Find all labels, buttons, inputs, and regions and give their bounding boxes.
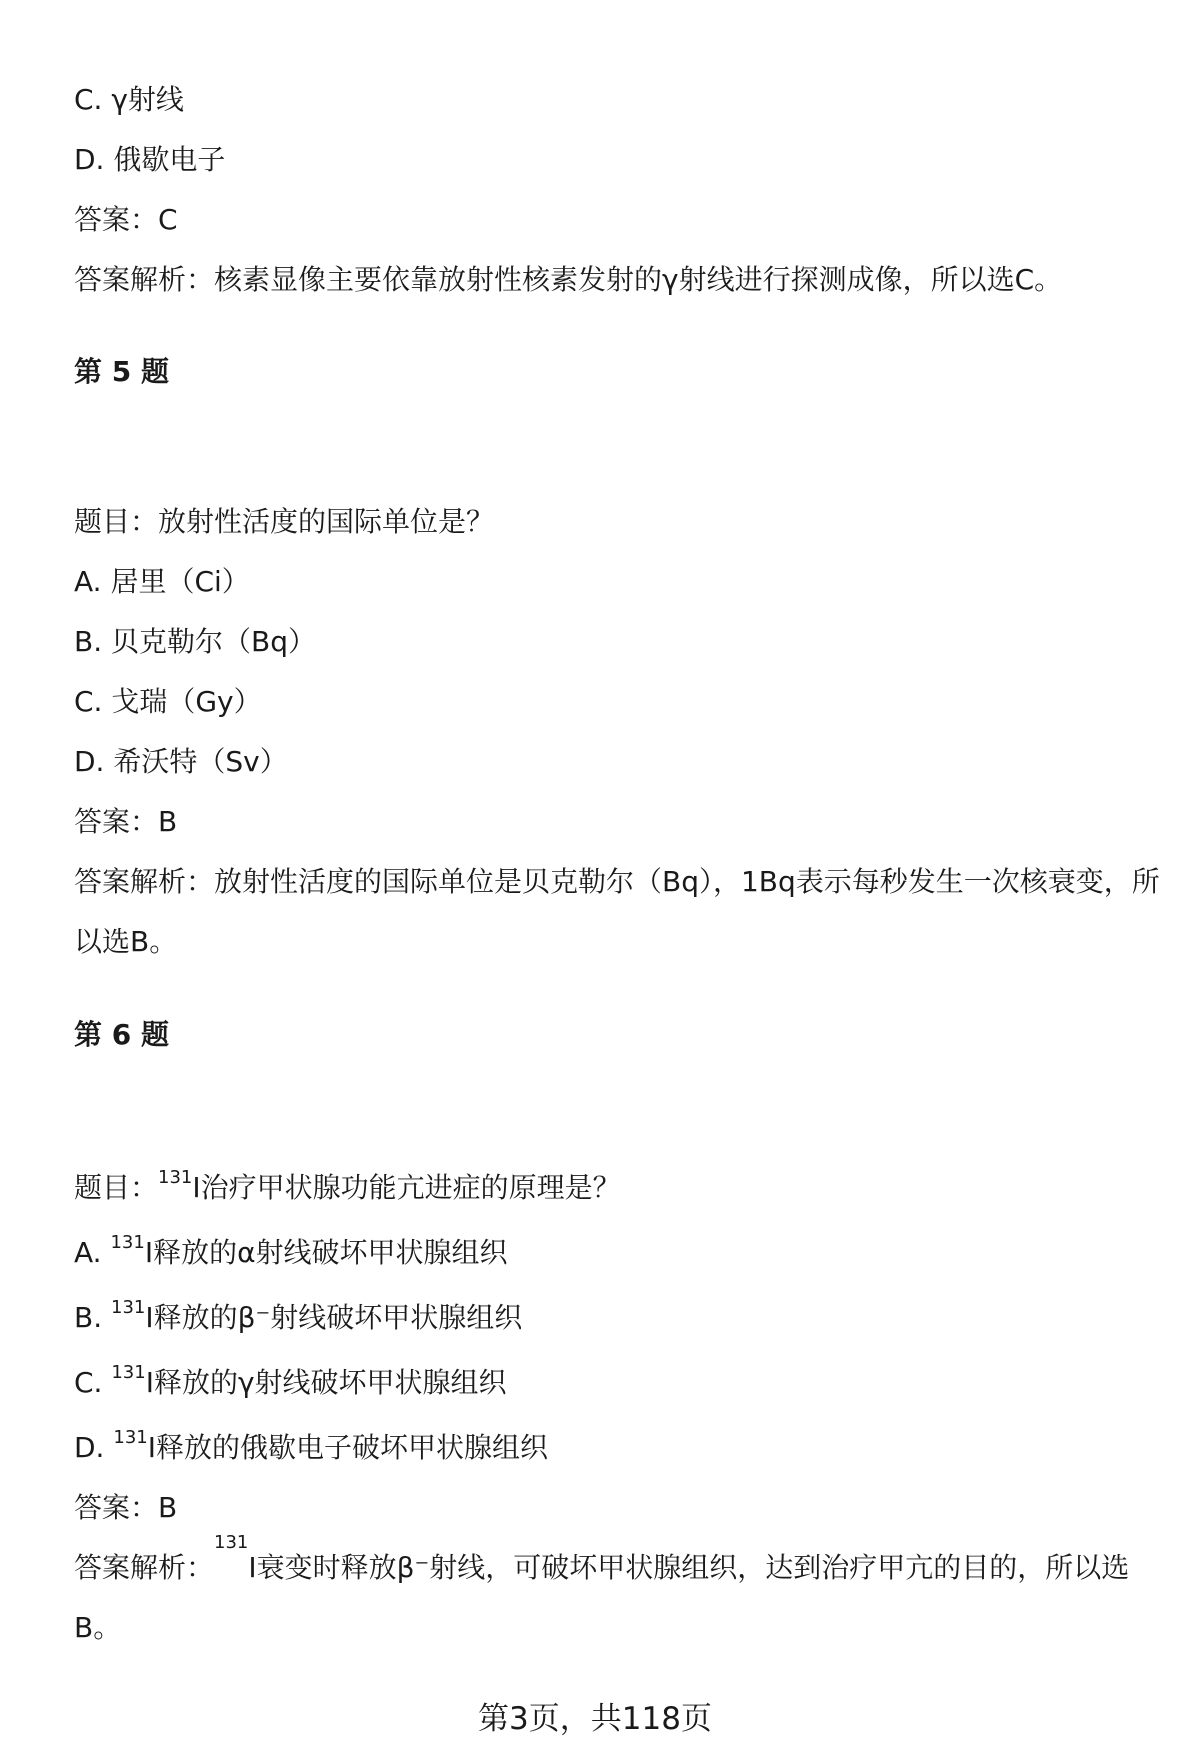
isotope-mass-number: 131 xyxy=(111,1297,146,1318)
q6-option-d-text: I释放的俄歇电子破坏甲状腺组织 xyxy=(147,1431,548,1464)
q6-option-c-text: I释放的γ射线破坏甲状腺组织 xyxy=(145,1366,507,1399)
q5-question: 题目：放射性活度的国际单位是？ xyxy=(74,505,495,538)
q6-heading: 第 6 题 xyxy=(74,1018,169,1051)
q6-question-text: I治疗甲状腺功能亢进症的原理是？ xyxy=(192,1171,621,1204)
q6-option-c xyxy=(74,1362,1160,1399)
q5-explanation: 答案解析：放射性活度的国际单位是贝克勒尔（Bq），1Bq表示每秒发生一次核衰变，所以选B。 xyxy=(74,865,1160,958)
q6-option-b-prefix: B. xyxy=(74,1301,112,1334)
isotope-mass-number: 131 xyxy=(158,1167,193,1188)
q4-explanation: 答案解析：核素显像主要依靠放射性核素发射的γ射线进行探测成像，所以选C。 xyxy=(74,263,1063,296)
q6-option-d-prefix: D. xyxy=(74,1431,114,1464)
q6-explanation-prefix: 答案解析： xyxy=(74,1551,215,1584)
isotope-mass-number: 131 xyxy=(111,1362,146,1383)
isotope-mass-number: 131 xyxy=(110,1232,145,1253)
q6-option-a xyxy=(74,1232,1160,1269)
q6-option-d xyxy=(74,1427,1160,1464)
q5-heading: 第 5 题 xyxy=(74,355,169,388)
q6-option-b xyxy=(74,1297,1160,1334)
q6-explanation xyxy=(74,1532,1160,1658)
q6-explanation-text: I衰变时释放β⁻射线，可破坏甲状腺组织，达到治疗甲亢的目的，所以选B。 xyxy=(74,1551,1130,1644)
q4-answer: 答案：C xyxy=(74,203,178,236)
q5-option-a: A. 居里（Ci） xyxy=(74,565,250,598)
q5-answer: 答案：B xyxy=(74,805,178,838)
q6-answer: 答案：B xyxy=(74,1491,178,1524)
q6-option-a-text: I释放的α射线破坏甲状腺组织 xyxy=(144,1236,508,1269)
q6-option-c-prefix: C. xyxy=(74,1366,112,1399)
q6-option-b-text: I释放的β⁻射线破坏甲状腺组织 xyxy=(145,1301,523,1334)
q5-option-c: C. 戈瑞（Gy） xyxy=(74,685,262,718)
q4-option-c: C. γ射线 xyxy=(74,83,184,116)
isotope-mass-number: 131 xyxy=(113,1427,148,1448)
q6-question xyxy=(74,1167,1160,1204)
q5-option-b: B. 贝克勒尔（Bq） xyxy=(74,625,316,658)
page-number: 第3页，共118页 xyxy=(478,1701,712,1737)
q6-option-a-prefix: A. xyxy=(74,1236,111,1269)
isotope-mass-number: 131 xyxy=(214,1532,249,1553)
q4-option-d: D. 俄歇电子 xyxy=(74,143,226,176)
q6-question-prefix: 题目： xyxy=(74,1171,159,1204)
q5-option-d: D. 希沃特（Sv） xyxy=(74,745,288,778)
